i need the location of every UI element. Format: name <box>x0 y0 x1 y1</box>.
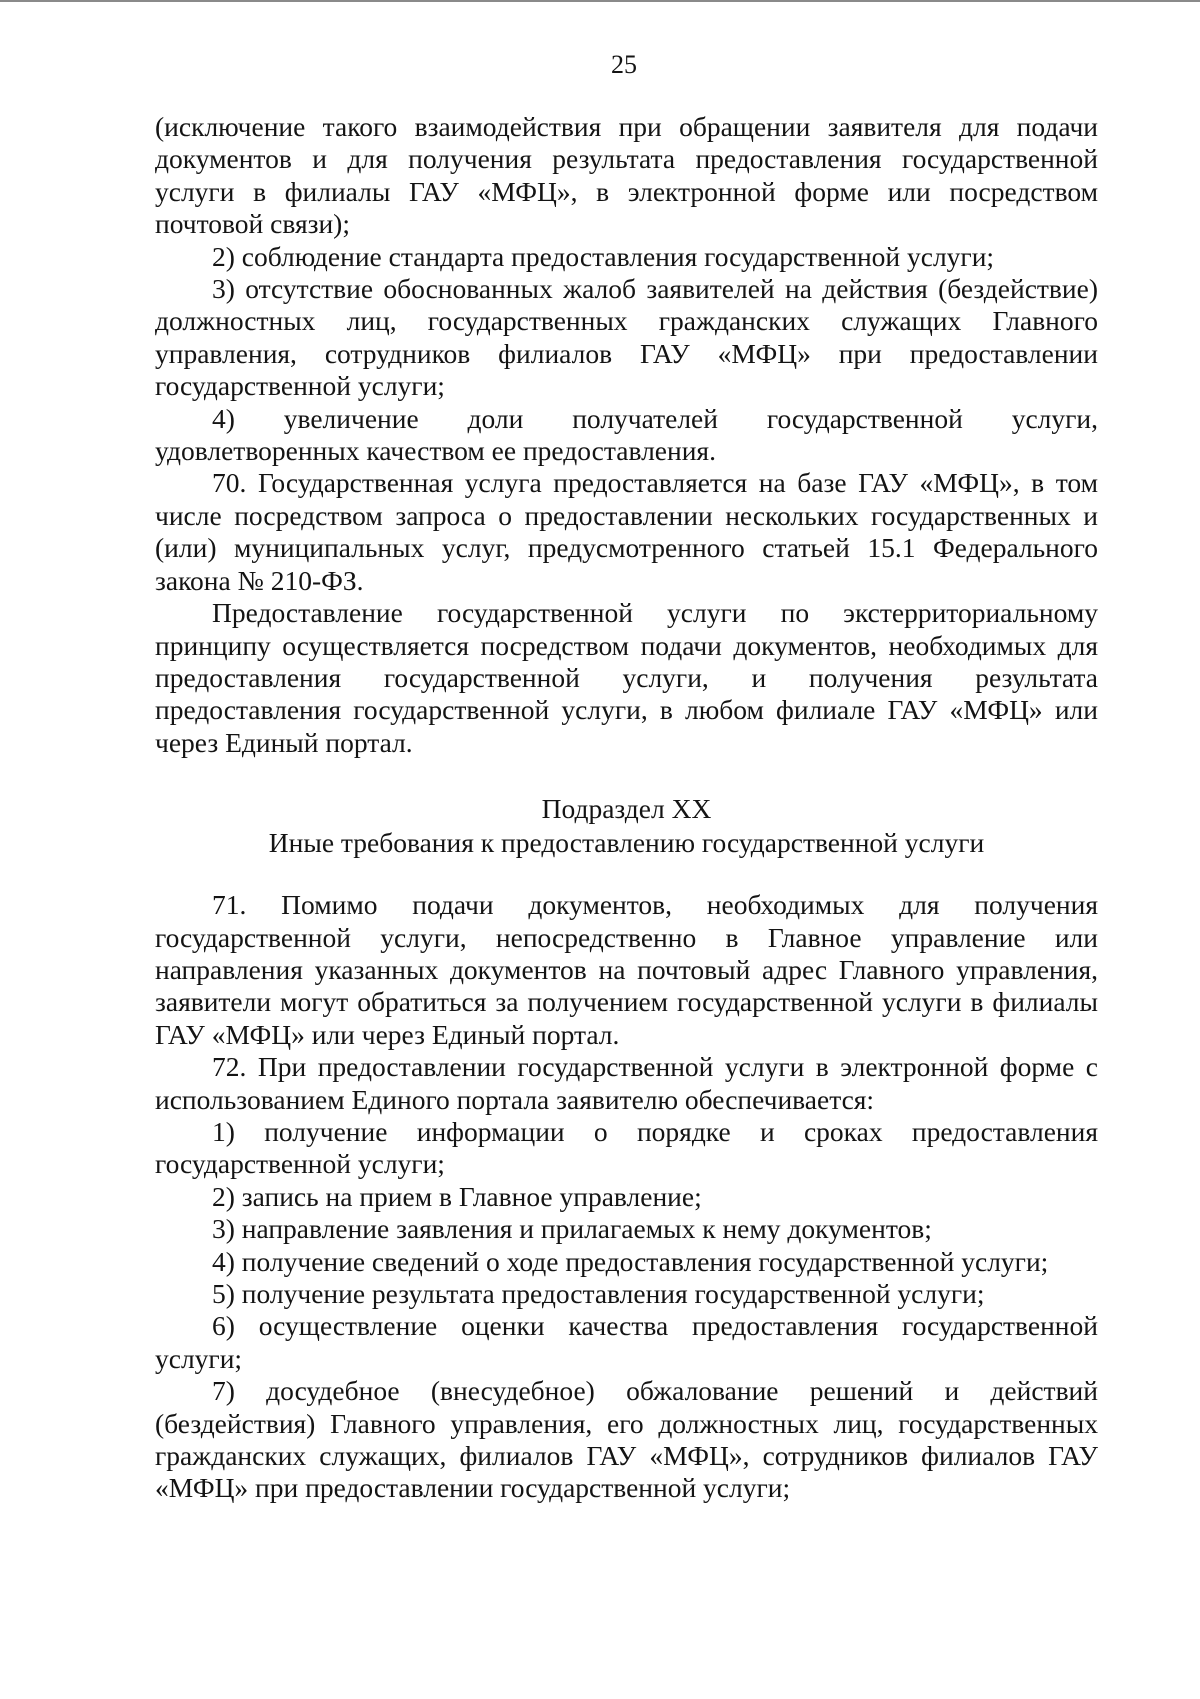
page-number: 25 <box>611 50 637 79</box>
list-item-3-application: 3) направление заявления и прилагаемых к нему документов; <box>212 1213 932 1245</box>
paragraph-71: 71. Помимо подачи документов, необходимых для получения государственной услуги, непосредственно в Главное управление или направления указанных документов на почтовый адрес Главного управления, заявители могут обратиться за получением государственной услуги в филиалы ГАУ «МФЦ» или через Единый портал. <box>155 889 1098 1050</box>
list-item-1: 1) получение информации о порядке и сроках предоставления государственной услуги; <box>155 1115 1098 1180</box>
list-item-2: 2) соблюдение стандарта предоставления государственной услуги; <box>212 240 995 272</box>
list-item-4: 4) увеличение доли получателей государственной услуги, удовлетворенных качеством ее предоставления. <box>155 402 1098 467</box>
list-item-2-appointment: 2) запись на прием в Главное управление; <box>212 1180 702 1212</box>
subsection-heading <box>155 793 1098 859</box>
paragraph-extraterritorial: Предоставление государственной услуги по экстерриториальному принципу осуществляется посредством подачи документов, необходимых для предоставления государственной услуги, и получения результата предоставления государственной услуги, в любом филиале ГАУ «МФЦ» или через Единый портал. <box>155 597 1098 758</box>
paragraph-70: 70. Государственная услуга предоставляется на базе ГАУ «МФЦ», в том числе посредством запроса о предоставлении нескольких государственных и (или) муниципальных услуг, предусмотренного статьей 15.1 Федерального закона № 210-ФЗ. <box>155 467 1098 596</box>
list-item-6-quality: 6) осуществление оценки качества предоставления государственной услуги; <box>155 1310 1098 1374</box>
paragraph-continuation: (исключение такого взаимодействия при обращении заявителя для подачи документов и для получения результата предоставления государственной услуги в филиалы ГАУ «МФЦ», в электронной форме или посредством почтовой связи); <box>155 111 1098 240</box>
list-item-3: 3) отсутствие обоснованных жалоб заявителей на действия (бездействие) должностных лиц, государственных гражданских служащих Главного управления, сотрудников филиалов ГАУ «МФЦ» при предоставлении государственной услуги; <box>155 273 1098 402</box>
subsection-label: Подраздел XX <box>541 793 712 825</box>
page-top-edge <box>0 0 1200 2</box>
subsection-title: Иные требования к предоставлению государственной услуги <box>268 827 985 859</box>
list-item-4-status: 4) получение сведений о ходе предоставления государственной услуги; <box>212 1245 1049 1277</box>
document-body <box>155 111 1098 1505</box>
paragraph-72: 72. При предоставлении государственной услуги в электронной форме с использованием Единого портала заявителю обеспечивается: <box>155 1051 1098 1115</box>
list-item-7-appeal: 7) досудебное (внесудебное) обжалование решений и действий (бездействия) Главного управления, его должностных лиц, государственных гражданских служащих, филиалов ГАУ «МФЦ», сотрудников филиалов ГАУ «МФЦ» при предоставлении государственной услуги; <box>155 1375 1098 1504</box>
list-item-5-result: 5) получение результата предоставления государственной услуги; <box>212 1278 985 1309</box>
